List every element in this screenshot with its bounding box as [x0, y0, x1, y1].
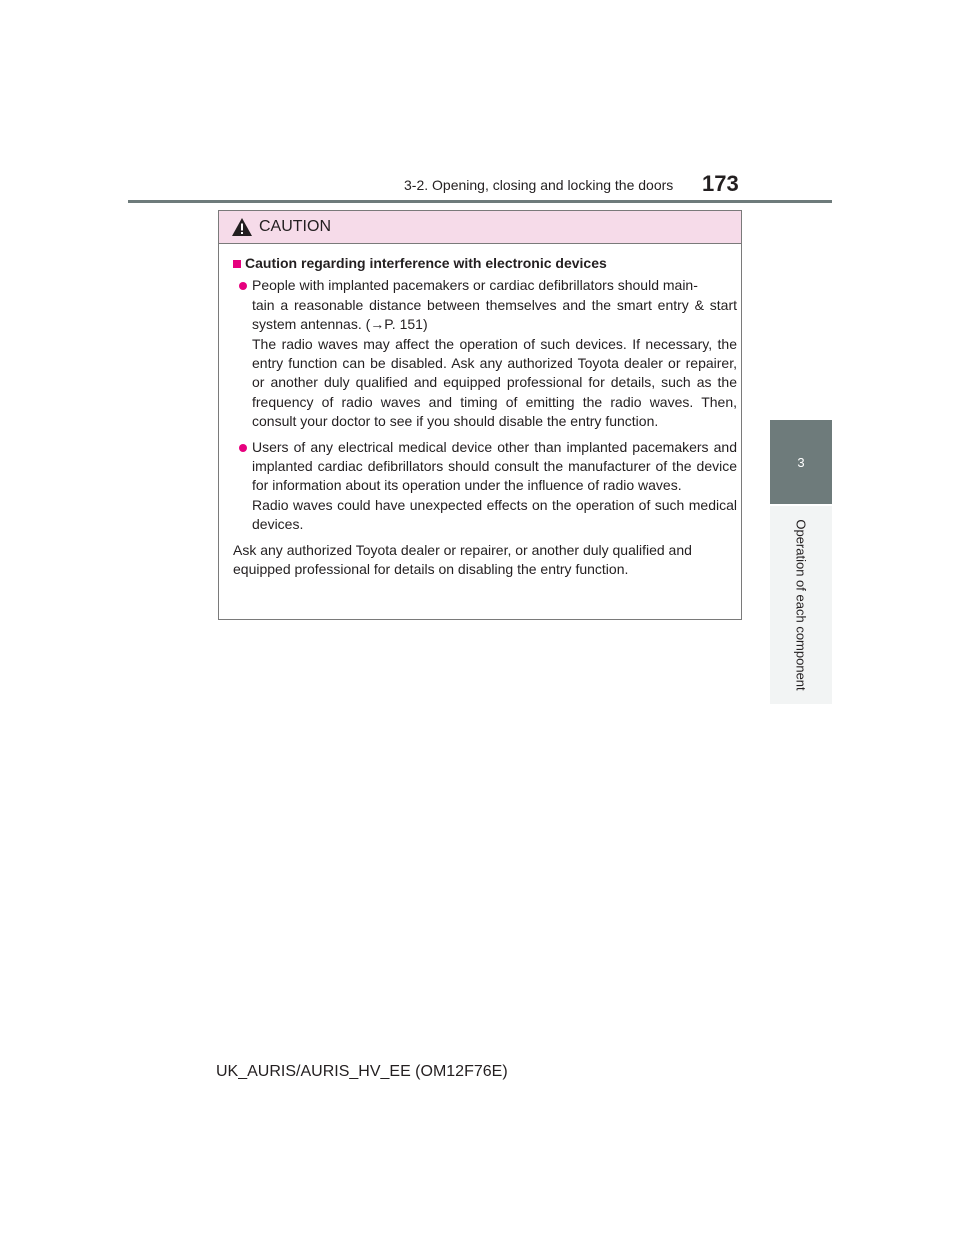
square-bullet-icon [233, 260, 241, 268]
caution-bullet-text: People with implanted pacemakers or cardiac defibrillators should main- tain a reasonable distance between themselves and the smart entry & start system antennas. (→P. 151) The radio waves may affect the operation of such devices. If necessary, the entry function can be disabled. Ask any authorized Toyota dealer or repairer, or another duly qualified and equipped professional for details, such as the frequency of radio waves and timing of emitting the radio waves. Then, consult your doctor to see if you should disable the entry function. [252, 277, 737, 430]
dot-bullet-icon [239, 444, 247, 452]
warning-triangle-icon [231, 217, 253, 237]
caution-bullet-item [239, 276, 737, 431]
caution-box [218, 210, 742, 620]
caution-heading [233, 254, 737, 273]
chapter-side-label [770, 506, 832, 704]
caution-bullet-text: Users of any electrical medical device other than implanted pacemakers and implanted cardiac defibrillators should consult the manufacturer of the device for information about its operation under the influence of radio waves. Radio waves could have unexpected effects on the operation of such medical devices. [252, 438, 737, 533]
caution-body [219, 244, 741, 580]
dot-bullet-icon [239, 282, 247, 290]
section-title: 3-2. Opening, closing and locking the doors [404, 177, 674, 193]
footer-model-code: UK_AURIS/AURIS_HV_EE (OM12F76E) [216, 1063, 508, 1080]
caution-title: CAUTION [259, 218, 331, 235]
caution-closing-text: Ask any authorized Toyota dealer or repairer, or another duly qualified and equipped professional for details on disabling the entry function. [233, 541, 692, 578]
header-divider [128, 200, 832, 203]
chapter-title: Operation of each component [793, 519, 809, 691]
caution-heading-text: Caution regarding interference with electronic devices [245, 255, 607, 271]
chapter-tab [770, 420, 832, 504]
page-number: 173 [702, 171, 739, 196]
chapter-number: 3 [797, 454, 805, 470]
caution-bullet-item [239, 438, 737, 535]
caution-header [219, 211, 741, 244]
